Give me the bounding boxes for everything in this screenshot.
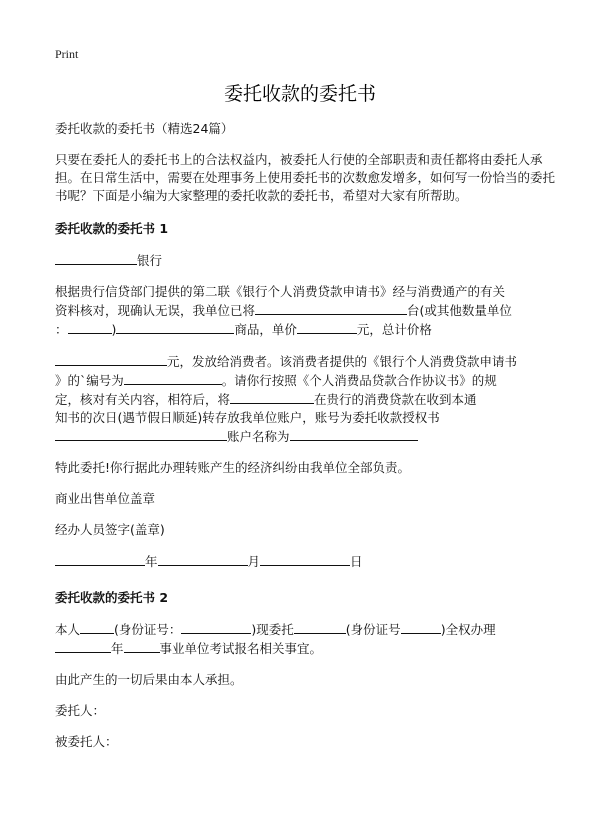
text-segment: 定，核对有关内容，相符后，将	[55, 392, 231, 407]
consequence-line: 由此产生的一切后果由本人承担。	[55, 672, 243, 687]
text-line: 知书的次日(遇节假日顺延)转存放我单位账户，账号为委托收款授权书	[55, 410, 440, 425]
blank-field	[68, 320, 112, 334]
section-2-paragraph-1	[55, 620, 555, 658]
date-month-label: 月	[247, 554, 261, 569]
text-line	[55, 620, 555, 639]
date-line	[55, 552, 555, 571]
text-line	[55, 320, 555, 339]
text-segment: ：	[55, 322, 68, 337]
text-segment: 本人	[55, 622, 81, 637]
text-segment: (身份证号：	[114, 622, 182, 637]
blank-field	[158, 552, 248, 566]
text-segment: )全权办理	[440, 622, 496, 637]
text-line	[55, 639, 555, 658]
blank-field	[55, 639, 111, 653]
handler-signature-line: 经办人员签字(盖章)	[55, 522, 165, 537]
text-line	[55, 390, 555, 409]
text-segment: 年	[111, 641, 124, 656]
text-segment: 在贵行的消费贷款在收到本通	[314, 392, 477, 407]
bank-line	[55, 251, 555, 270]
blank-field	[80, 620, 114, 634]
text-segment: 台(或其他数量单位	[407, 303, 512, 318]
principal-line: 委托人：	[55, 703, 106, 718]
text-segment: 事业单位考试报名相关事宜。	[159, 641, 323, 656]
blank-field	[294, 620, 346, 634]
document-subtitle: 委托收款的委托书（精选24篇）	[55, 121, 234, 136]
bank-label: 银行	[137, 253, 163, 268]
section-1-paragraph-3: 特此委托!你行据此办理转账产生的经济纠纷由我单位全部负责。	[55, 460, 411, 475]
text-line	[55, 352, 555, 371]
section-1-heading: 委托收款的委托书 1	[55, 221, 169, 236]
text-segment: 元，发放给消费者。该消费者提供的《银行个人消费贷款申请书	[167, 354, 518, 369]
text-segment: )现委托	[251, 622, 294, 637]
blank-field	[55, 552, 145, 566]
text-line: 根据贵行信贷部门提供的第二联《银行个人消费贷款申请书》经与消费通产的有关	[55, 284, 506, 299]
blank-field	[55, 427, 227, 441]
blank-field	[230, 390, 314, 404]
blank-field	[116, 320, 234, 334]
print-label[interactable]: Print	[55, 47, 79, 61]
text-segment: 元，总计价格	[356, 322, 432, 337]
section-1-paragraph-1	[55, 283, 555, 339]
text-line	[55, 427, 555, 446]
blank-field	[401, 620, 441, 634]
text-line	[55, 301, 555, 320]
blank-field	[124, 639, 160, 653]
text-segment: 资料核对，现确认无误，我单位已将	[55, 303, 256, 318]
section-1-paragraph-2	[55, 352, 555, 446]
section-2-heading: 委托收款的委托书 2	[55, 590, 169, 605]
text-segment: (身份证号	[345, 622, 401, 637]
blank-field	[255, 301, 407, 315]
text-segment: 。请你行按照《个人消费品贷款合作协议书》的规	[221, 373, 497, 388]
document-title: 委托收款的委托书	[223, 83, 376, 105]
date-day-label: 日	[350, 554, 363, 569]
blank-field	[290, 427, 418, 441]
blank-field	[124, 371, 222, 385]
blank-field	[297, 320, 357, 334]
blank-field	[55, 352, 167, 366]
text-segment: 账户名称为	[227, 429, 290, 444]
date-year-label: 年	[145, 554, 158, 569]
text-segment: 》的`编号为	[55, 373, 124, 388]
intro-paragraph: 只要在委托人的委托书上的合法权益内，被委托人行使的全部职责和责任都将由委托人承担。在日常生活中，需要在处理事务上使用委托书的次数愈发增多，如何写一份恰当的委托书呢？下面是小编为大家整理的委托收款的委托书，希望对大家有所帮助。	[55, 152, 556, 203]
blank-field	[260, 552, 350, 566]
document-body	[55, 120, 555, 764]
blank-field	[181, 620, 251, 634]
blank-field	[55, 251, 137, 265]
agent-line: 被委托人：	[55, 734, 118, 749]
text-line	[55, 371, 555, 390]
text-segment: )	[111, 322, 117, 337]
text-segment: 商品，单价	[234, 322, 297, 337]
seller-seal-line: 商业出售单位盖章	[55, 491, 156, 506]
